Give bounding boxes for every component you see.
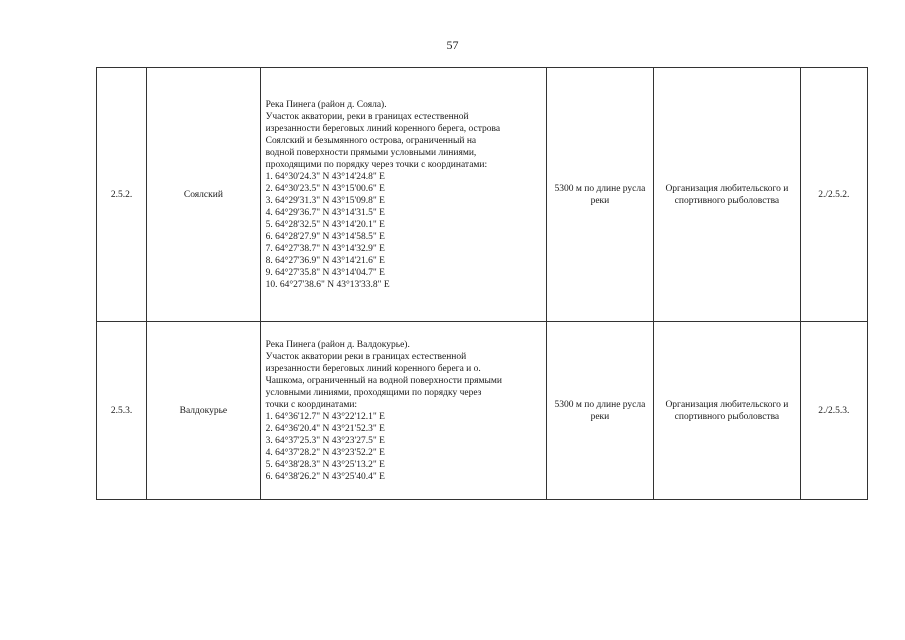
fishing-areas-table xyxy=(96,67,868,500)
coordinate-line: 2. 64°36'20.4" N 43°21'52.3" E xyxy=(265,423,385,434)
description-line: изрезанности береговых линий коренного берега, острова xyxy=(265,123,501,134)
code-cell: 2./2.5.2. xyxy=(800,68,867,322)
coordinate-line: 1. 64°30'24.3" N 43°14'24.8" E xyxy=(265,171,385,182)
coordinate-line: 6. 64°38'26.2" N 43°25'40.4" E xyxy=(265,471,385,482)
organization-text: Организация любительского и спортивного рыболовства xyxy=(665,399,789,422)
row-number-cell: 2.5.2. xyxy=(97,68,147,322)
coordinate-line: 6. 64°28'27.9" N 43°14'58.5" E xyxy=(265,231,385,242)
description-line: Участок акватории реки в границах естественной xyxy=(265,351,467,362)
area-description-cell xyxy=(260,322,546,500)
description-line: условными линиями, проходящими по порядку через xyxy=(265,387,482,398)
organization-cell xyxy=(654,68,801,322)
coordinate-line: 5. 64°38'28.3" N 43°25'13.2" E xyxy=(265,459,385,470)
coordinate-line: 8. 64°27'36.9" N 43°14'21.6" E xyxy=(265,255,385,266)
area-name-cell: Соялский xyxy=(147,68,260,322)
coordinate-line: 5. 64°28'32.5" N 43°14'20.1" E xyxy=(265,219,385,230)
area-name-cell: Валдокурье xyxy=(147,322,260,500)
coordinate-line: 9. 64°27'35.8" N 43°14'04.7" E xyxy=(265,267,385,278)
length-cell xyxy=(546,322,653,500)
description-line: водной поверхности прямыми условными линиями, xyxy=(265,147,477,158)
description-line: Чашкома, ограниченный на водной поверхности прямыми xyxy=(265,375,503,386)
coordinate-line: 3. 64°37'25.3" N 43°23'27.5" E xyxy=(265,435,385,446)
coordinate-line: 4. 64°29'36.7" N 43°14'31.5" E xyxy=(265,207,385,218)
coordinate-line: 1. 64°36'12.7" N 43°22'12.1" E xyxy=(265,411,385,422)
area-description-cell xyxy=(260,68,546,322)
page-number: 57 xyxy=(446,38,459,52)
length-cell xyxy=(546,68,653,322)
description-line: изрезанности береговых линий коренного берега и о. xyxy=(265,363,481,374)
coordinate-line: 3. 64°29'31.3" N 43°15'09.8" E xyxy=(265,195,385,206)
coordinate-line: 10. 64°27'38.6" N 43°13'33.8" E xyxy=(265,279,390,290)
description-line: Река Пинега (район д. Валдокурье). xyxy=(265,339,410,350)
organization-text: Организация любительского и спортивного рыболовства xyxy=(665,183,789,206)
description-line: Соялский и безымянного острова, ограниченный на xyxy=(265,135,477,146)
coordinate-line: 2. 64°30'23.5" N 43°15'00.6" E xyxy=(265,183,385,194)
description-line: точки с координатами: xyxy=(265,399,358,410)
length-text: 5300 м по длине русла реки xyxy=(554,399,646,422)
table-row xyxy=(97,322,868,500)
organization-cell xyxy=(654,322,801,500)
coordinate-line: 7. 64°27'38.7" N 43°14'32.9" E xyxy=(265,243,385,254)
table-row xyxy=(97,68,868,322)
coordinate-line: 4. 64°37'28.2" N 43°23'52.2" E xyxy=(265,447,385,458)
length-text: 5300 м по длине русла реки xyxy=(554,183,646,206)
description-line: проходящими по порядку через точки с координатами: xyxy=(265,159,488,170)
code-cell: 2./2.5.3. xyxy=(800,322,867,500)
row-number-cell: 2.5.3. xyxy=(97,322,147,500)
description-line: Река Пинега (район д. Сояла). xyxy=(265,99,387,110)
description-line: Участок акватории, реки в границах естественной xyxy=(265,111,469,122)
